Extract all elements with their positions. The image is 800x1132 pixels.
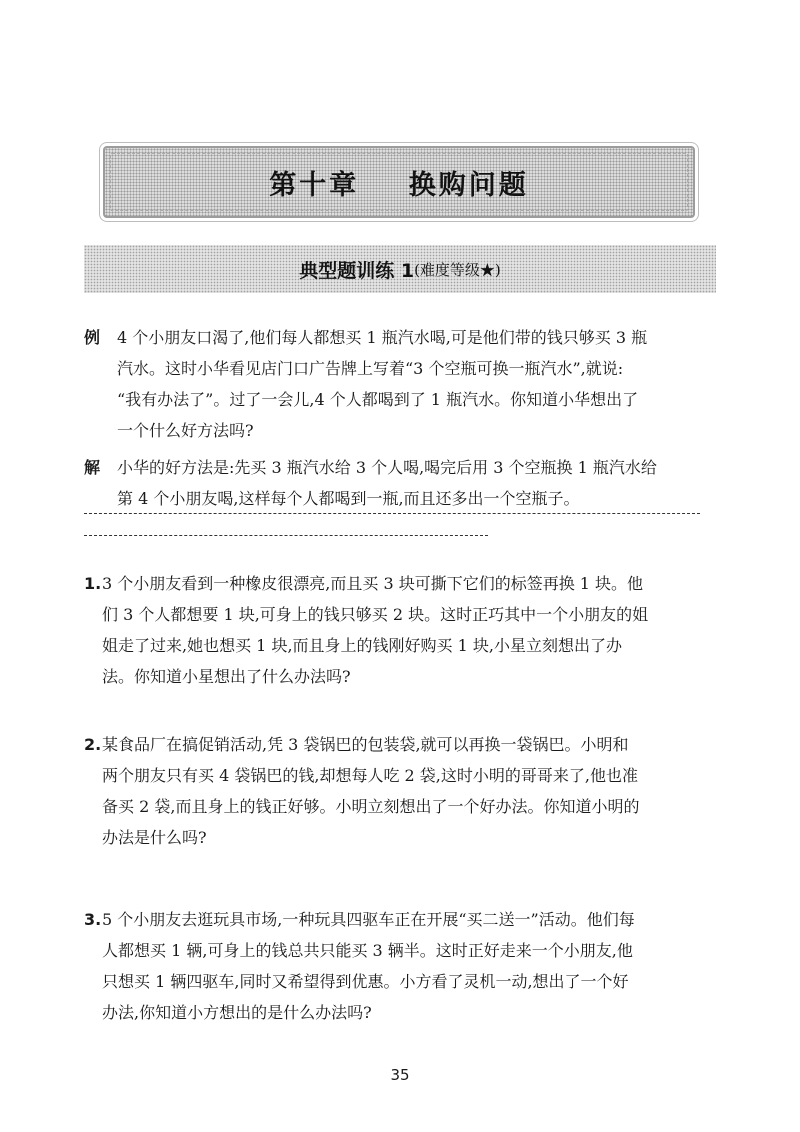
problem-number: 3. (84, 910, 102, 929)
problem-line: 3 个小朋友看到一种橡皮很漂亮,而且买 3 块可撕下它们的标签再换 1 块。他 (102, 574, 644, 593)
problem-line: 姐走了过来,她也想买 1 块,而且身上的钱刚好购买 1 块,小星立刻想出了办 (102, 636, 622, 655)
dashed-divider (84, 535, 488, 536)
problem-line: 办法,你知道小方想出的是什么办法吗? (102, 1003, 372, 1022)
example-line: 4 个小朋友口渴了,他们每人都想买 1 瓶汽水喝,可是他们带的钱只够买 3 瓶 (117, 328, 648, 347)
problem-line: 5 个小朋友去逛玩具市场,一种玩具四驱车正在开展“买二送一”活动。他们每 (102, 910, 635, 929)
problem-line: 人都想买 1 辆,可身上的钱总共只能买 3 辆半。这时正好走来一个小朋友,他 (102, 941, 633, 960)
problem-line: 某食品厂在搞促销活动,凭 3 袋锅巴的包装袋,就可以再换一袋锅巴。小明和 (102, 735, 629, 754)
example-label: 例 (84, 328, 101, 347)
solution-text (117, 452, 657, 514)
dashed-divider (84, 513, 700, 514)
example-line: “我有办法了”。过了一会儿,4 个人都喝到了 1 瓶汽水。你知道小华想出了 (117, 390, 639, 409)
example-text (117, 322, 647, 446)
problem-1-text (102, 568, 648, 692)
section-title: 典型题训练 1 (299, 259, 415, 282)
chapter-title: 第十章 换购问题 (269, 169, 529, 201)
solution-line: 第 4 个小朋友喝,这样每个人都喝到一瓶,而且还多出一个空瓶子。 (117, 489, 580, 508)
problem-2-text (102, 729, 639, 853)
section-difficulty: (难度等级★) (414, 260, 501, 279)
example-line: 一个什么好方法吗? (117, 421, 254, 440)
problem-number: 1. (84, 574, 102, 593)
problem-3-text (102, 904, 635, 1028)
chapter-banner (103, 146, 695, 218)
problem-line: 两个朋友只有买 4 袋锅巴的钱,却想每人吃 2 袋,这时小明的哥哥来了,他也准 (102, 766, 638, 785)
problem-line: 备买 2 袋,而且身上的钱正好够。小明立刻想出了一个好办法。你知道小明的 (102, 797, 640, 816)
solution-line: 小华的好方法是:先买 3 瓶汽水给 3 个人喝,喝完后用 3 个空瓶换 1 瓶汽水给 (117, 458, 657, 477)
problem-line: 们 3 个人都想要 1 块,可身上的钱只够买 2 块。这时正巧其中一个小朋友的姐 (102, 605, 649, 624)
section-banner (84, 245, 716, 293)
example-line: 汽水。这时小华看见店门口广告牌上写着“3 个空瓶可换一瓶汽水”,就说: (117, 359, 624, 378)
problem-line: 办法是什么吗? (102, 828, 207, 847)
problem-number: 2. (84, 735, 102, 754)
problem-line: 只想买 1 辆四驱车,同时又希望得到优惠。小方看了灵机一动,想出了一个好 (102, 972, 629, 991)
page-number: 35 (390, 1066, 410, 1084)
problem-line: 法。你知道小星想出了什么办法吗? (102, 667, 351, 686)
solution-label: 解 (84, 458, 101, 477)
